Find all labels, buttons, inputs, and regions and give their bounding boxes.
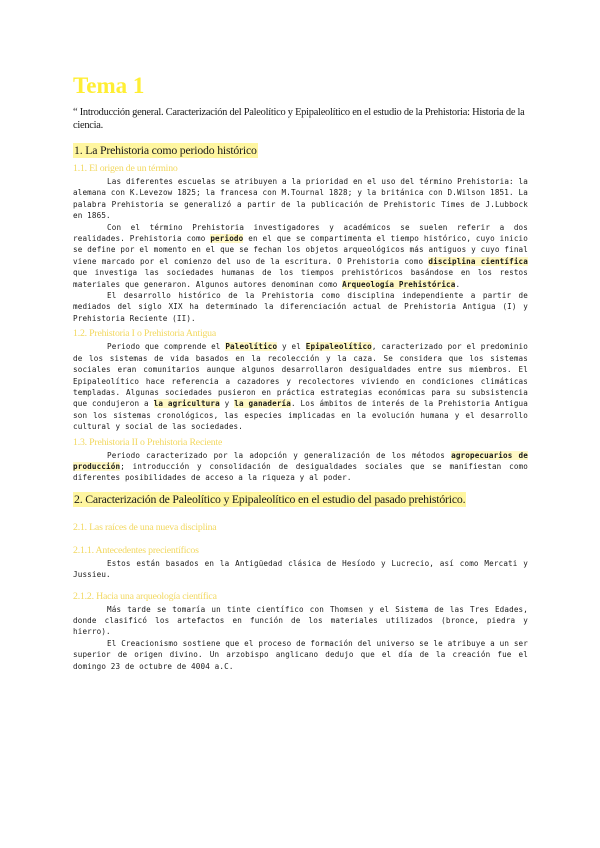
section-2-1-2-body bbox=[73, 604, 528, 672]
document-intro: “ Introducción general. Caracterización del Paleolítico y Epipaleolítico en el estudio de la Prehistoria: Historia de la ciencia. bbox=[73, 107, 525, 131]
section-1-heading: 1. La Prehistoria como periodo histórico bbox=[74, 143, 257, 157]
section-1-1-body bbox=[73, 176, 528, 324]
section-2-1-heading: 2.1. Las raíces de una nueva disciplina bbox=[73, 521, 217, 533]
section-1-3-body bbox=[73, 450, 528, 484]
section-1-1-heading: 1.1. El origen de un término bbox=[73, 163, 178, 174]
section-1-2-body bbox=[73, 341, 528, 432]
section-2-1-1-heading: 2.1.1. Antecedentes precientíficos bbox=[73, 544, 199, 556]
section-2-1-2-heading: 2.1.2. Hacia una arqueología científica bbox=[73, 590, 217, 602]
paragraph: Con el término Prehistoria investigadores y académicos se suelen referir a dos realidades. Prehistoria como periodo en el que se compartimenta el tiempo histórico, cuyo inicio se define por el momento en el que se fechan los objetos arqueológicos más antiguos y cuyo final viene marcado por el comienzo del uso de la escritura. O Prehistoria como disciplina científica que investiga las sociedades humanas de los tiempos prehistóricos basándose en los restos materiales que generaron. Algunos autores denominan como Arqueología Prehistórica. bbox=[73, 222, 528, 289]
section-1-3-heading: 1.3. Prehistoria II o Prehistoria Reciente bbox=[73, 436, 223, 448]
paragraph: Estos están basados en la Antigüedad clásica de Hesíodo y Lucrecio, así como Mercati y Jussieu. bbox=[73, 558, 528, 580]
paragraph: Las diferentes escuelas se atribuyen a la prioridad en el uso del término Prehistoria: la alemana con K.Levezow 1825; la francesa con M.Tournal 1828; y la británica con D.Wilson 1851. La palabra Prehistoria se generalizó a partir de la publicación de Prehistoric Times de J.Lubbock en 1865. bbox=[73, 177, 528, 221]
section-1-2-heading: 1.2. Prehistoria I o Prehistoria Antigua bbox=[73, 328, 217, 340]
paragraph: Más tarde se tomaría un tinte científico con Thomsen y el Sistema de las Tres Edades, donde clasificó los artefactos en función de los materiales utilizados (bronce, piedra y hierro). bbox=[73, 604, 528, 637]
document-title: Tema 1 bbox=[73, 73, 145, 98]
section-2-heading: 2. Caracterización de Paleolítico y Epipaleolítico en el estudio del pasado prehistórico. bbox=[74, 491, 466, 506]
paragraph: El Creacionismo sostiene que el proceso de formación del universo se le atribuye a un ser superior de origen divino. Un arzobispo anglicano dedujo que el día de la creación fue el domingo 23 de octubre de 4004 a.C. bbox=[73, 638, 528, 671]
paragraph: Periodo caracterizado por la adopción y generalización de los métodos agropecuarios de producción; introducción y consolidación de desigualdades sociales que se manifiestan como diferentes posibilidades de acceso a la riqueza y al poder. bbox=[73, 450, 528, 483]
section-2-1-1-body bbox=[73, 558, 528, 581]
paragraph: Periodo que comprende el Paleolítico y el Epipaleolítico, caracterizado por el predominio de los sistemas de vida basados en la recolección y la caza. Se considera que los sistemas sociales eran comunitarios aunque algunos desarrollaron desigualdades entre sus miembros. El Epipaleolítico hace referencia a cazadores y recolectores viviendo en condiciones climáticas templadas. Algunas sociedades pusieron en práctica estrategias económicas para su subsistencia que condujeron a la agricultura y la ganadería. Los ámbitos de interés de la Prehistoria Antigua son los sistemas cronológicos, las especies implicadas en la evolución humana y el desarrollo cultural y social de las sociedades. bbox=[73, 342, 528, 432]
paragraph: El desarrollo histórico de la Prehistoria como disciplina independiente a partir de mediados del siglo XIX ha determinado la diferenciación actual de Prehistoria Antigua (I) y Prehistoria Reciente (II). bbox=[73, 291, 528, 323]
